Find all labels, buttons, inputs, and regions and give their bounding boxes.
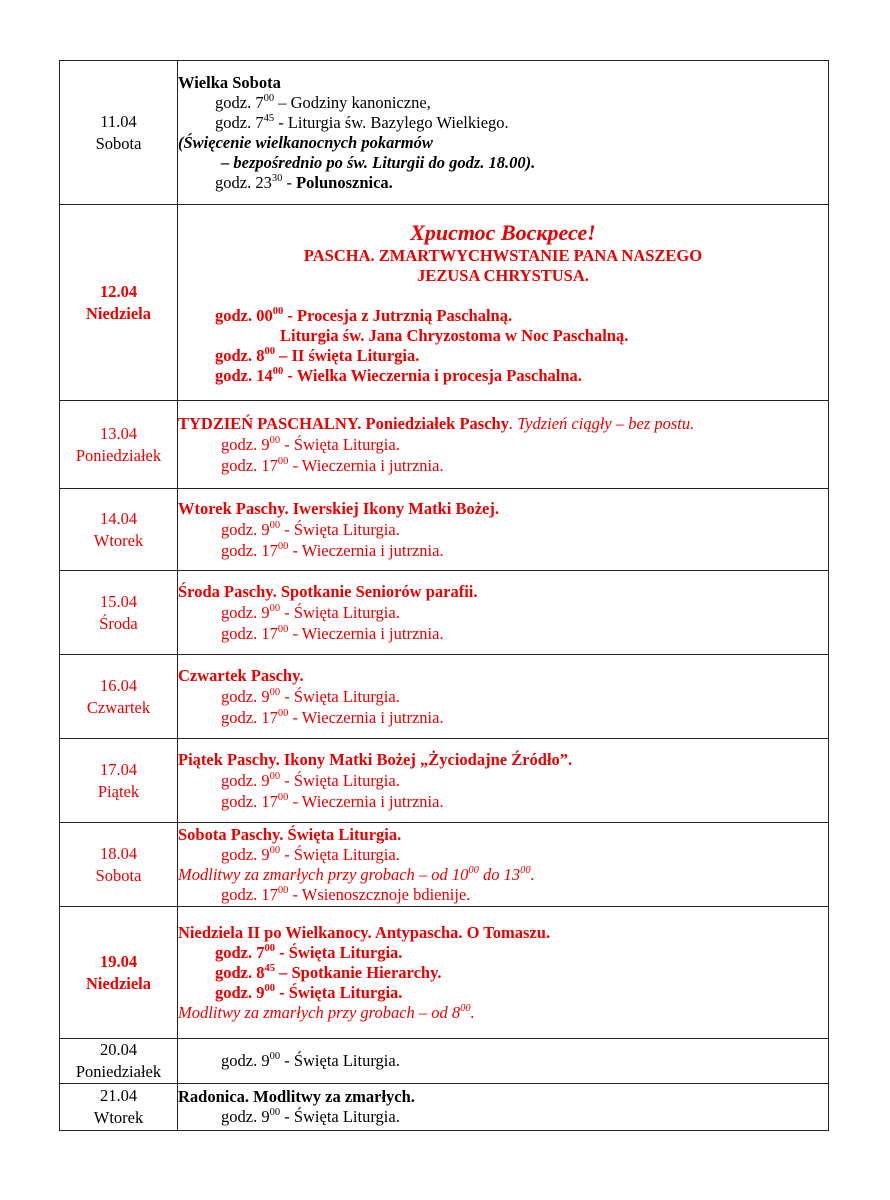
table-row [60,655,829,739]
note-line: (Święcenie wielkanocnych pokarmów [178,132,433,152]
note-line: – bezpośrednio po św. Liturgii do godz. 18.00). [221,152,536,172]
day-title: TYDZIEŃ PASCHALNY. Poniedziałek Paschy. Tydzień ciągły – bez postu. [178,414,695,433]
weekday: Sobota [95,133,142,153]
date-cell [60,823,178,907]
date-cell [60,401,178,489]
table-row [60,571,829,655]
weekday: Wtorek [93,530,144,550]
service-line: Liturgia św. Jana Chryzostoma w Noc Paschalną. [280,325,629,345]
event-cell [178,1084,829,1131]
service-line: godz. $17^{00}$ - Wieczernia i jutrznia. [221,792,444,811]
service-line: godz. $17^{00}$ - Wsienoszcznoje bdienije. [221,884,471,904]
date: 18.04 [99,843,138,863]
day-title: Sobota Paschy. Święta Liturgia. [178,824,402,844]
date: 16.04 [99,675,138,695]
service-line: godz. $9^{00}$ - Święta Liturgia. [221,520,400,539]
weekday: Poniedziałek [75,445,162,465]
date-cell [60,205,178,401]
date: 20.04 [99,1040,138,1059]
service-line: godz. $14^{00}$ - Wielka Wieczernia i procesja Paschalna. [215,365,582,385]
weekday: Sobota [95,865,142,885]
day-title: Środa Paschy. Spotkanie Seniorów parafii. [178,582,478,601]
service-line: godz. $9^{00}$ - Święta Liturgia. [221,603,400,622]
day-title: Wtorek Paschy. Iwerskiej Ikony Matki Bożej. [178,499,499,518]
service-line: godz. $7^{00}$ - Święta Liturgia. [215,942,403,962]
service-line: godz. $17^{00}$ - Wieczernia i jutrznia. [221,541,444,560]
table-row [60,61,829,205]
weekday: Wtorek [93,1108,144,1127]
date-cell [60,907,178,1039]
service-line: godz. $9^{00}$ - Święta Liturgia. [221,1107,400,1126]
day-title: Piątek Paschy. Ikony Matki Bożej „Życiodajne Źródło”. [178,750,573,769]
service-line: godz. $9^{00}$ - Święta Liturgia. [221,844,400,864]
table-row [60,489,829,571]
date: 19.04 [99,951,138,971]
weekday: Niedziela [85,973,152,993]
greeting: Христос Воскресе! [410,219,596,245]
note-line: Modlitwy za zmarłych przy grobach – od $10^{00}$ do $13^{00}$. [178,864,535,884]
date-cell [60,489,178,571]
service-line: godz. $00^{00}$ - Procesja z Jutrznią Paschalną. [215,305,513,325]
table-row [60,1084,829,1131]
service-line: godz. $9^{00}$ - Święta Liturgia. [215,982,403,1002]
date: 13.04 [99,423,138,443]
event-cell [178,205,829,401]
event-cell [178,571,829,655]
weekday: Środa [99,613,138,633]
day-title: JEZUSA CHRYSTUSA. [417,265,589,285]
weekday: Niedziela [85,303,152,323]
event-cell [178,655,829,739]
service-line: godz. $8^{45}$ – Spotkanie Hierarchy. [215,962,442,982]
date-cell [60,1039,178,1084]
date-cell [60,61,178,205]
date: 12.04 [99,281,138,301]
event-cell [178,823,829,907]
table-row [60,739,829,823]
service-line: godz. $9^{00}$ - Święta Liturgia. [221,435,400,454]
date: 17.04 [99,759,138,779]
service-line: godz. $7^{00}$ – Godziny kanoniczne, [215,92,431,112]
service-line: godz. $7^{45}$ - Liturgia św. Bazylego Wielkiego. [215,112,509,132]
date-cell [60,655,178,739]
date-cell [60,739,178,823]
service-line: godz. $9^{00}$ - Święta Liturgia. [221,1051,400,1070]
schedule-table [59,60,829,1131]
service-line: godz. $8^{00}$ – II święta Liturgia. [215,345,420,365]
event-cell [178,401,829,489]
weekday: Czwartek [86,697,151,717]
service-line: godz. $23^{30}$ - Polunosznica. [215,172,393,192]
day-title: PASCHA. ZMARTWYCHWSTANIE PANA NASZEGO [303,245,703,265]
service-line: godz. $17^{00}$ - Wieczernia i jutrznia. [221,456,444,475]
table-row [60,907,829,1039]
weekday: Piątek [97,781,140,801]
date: 11.04 [100,111,137,131]
date: 15.04 [99,591,138,611]
date-cell [60,571,178,655]
event-cell [178,61,829,205]
date-cell [60,1084,178,1131]
service-line: godz. $9^{00}$ - Święta Liturgia. [221,687,400,706]
event-cell [178,1039,829,1084]
event-cell [178,489,829,571]
service-line: godz. $17^{00}$ - Wieczernia i jutrznia. [221,708,444,727]
date: 14.04 [99,508,138,528]
table-row [60,401,829,489]
event-cell [178,739,829,823]
event-cell [178,907,829,1039]
day-title: Czwartek Paschy. [178,666,304,685]
day-title: Wielka Sobota [178,72,281,92]
date: 21.04 [99,1086,138,1105]
table-row [60,1039,829,1084]
day-title: Niedziela II po Wielkanocy. Antypascha. O Tomaszu. [178,922,551,942]
note-line: Modlitwy za zmarłych przy grobach – od $8^{00}$. [178,1002,475,1022]
service-line: godz. $17^{00}$ - Wieczernia i jutrznia. [221,624,444,643]
table-row [60,205,829,401]
table-row [60,823,829,907]
weekday: Poniedziałek [75,1062,162,1081]
service-line: godz. $9^{00}$ - Święta Liturgia. [221,771,400,790]
day-title: Radonica. Modlitwy za zmarłych. [178,1087,415,1106]
